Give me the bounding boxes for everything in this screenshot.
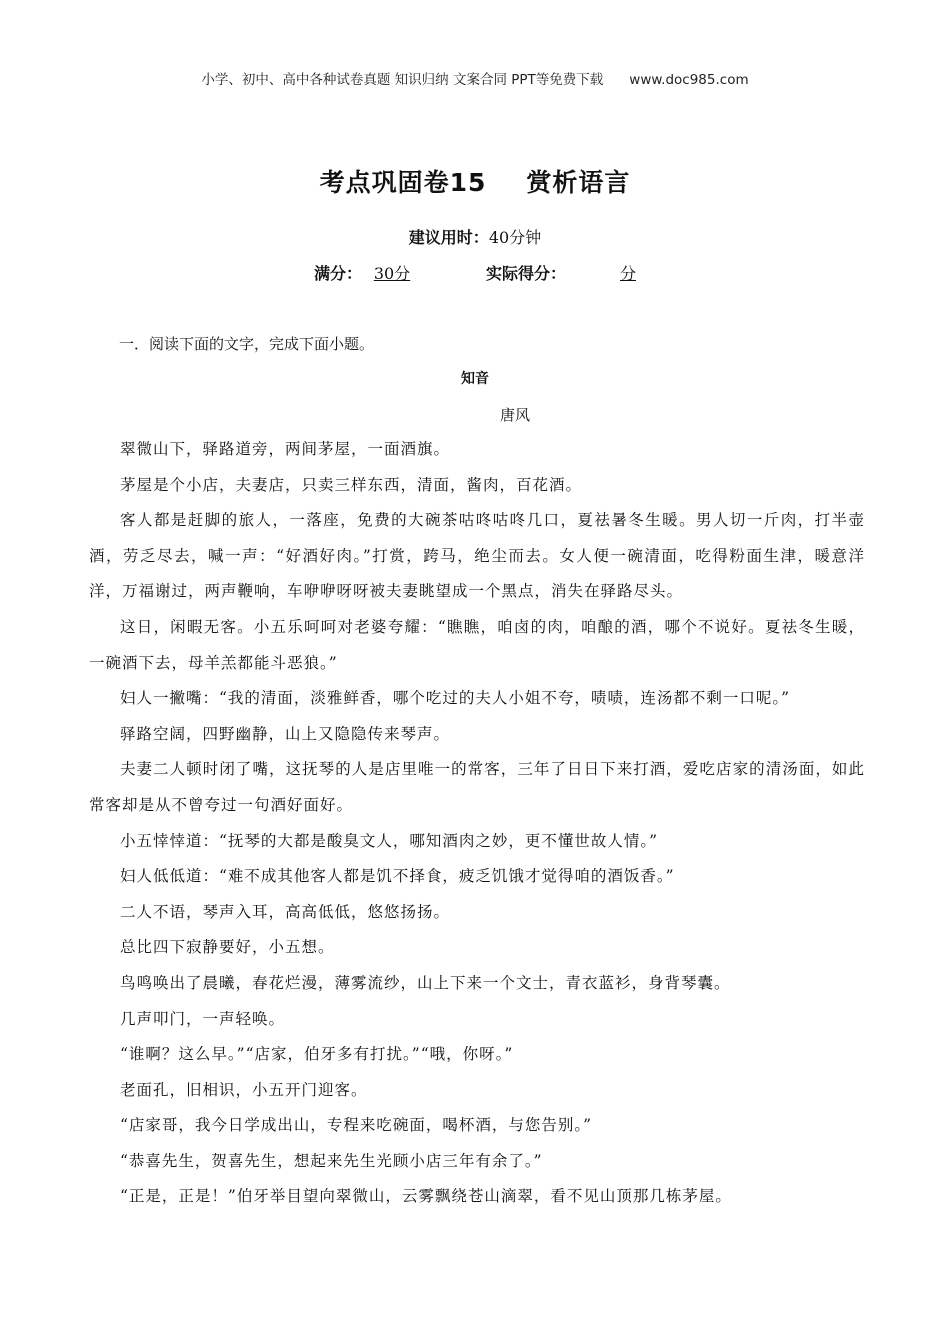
story-paragraph: “恭喜先生，贺喜先生，想起来先生光顾小店三年有余了。” — [120, 1151, 543, 1170]
page-header-banner — [0, 68, 950, 88]
score-line — [0, 261, 950, 284]
story-paragraph: “谁啊？这么早。”“店家，伯牙多有打扰。”“哦，你呀。” — [120, 1045, 514, 1064]
story-paragraph: 几声叩门，一声轻唤。 — [120, 1009, 286, 1028]
page-title — [0, 163, 950, 199]
header-banner-text: 小学、初中、高中各种试卷真题 知识归纳 文案合同 PPT等免费下载 — [201, 72, 604, 88]
story-paragraph: 客人都是赶脚的旅人，一落座，免费的大碗茶咕咚咕咚几口，夏祛暑冬生暖。男人切一斤肉，打半壶酒，劳乏尽去，喊一声：“好酒好肉。”打赏，跨马，绝尘而去。女人便一碗清面，吃得粉面生津，暖意洋洋，万福谢过，两声鞭响，车咿咿呀呀被夫妻眺望成一个黑点，消失在驿路尽头。 — [89, 511, 865, 601]
story-paragraph: 总比四下寂静要好，小五想。 — [120, 938, 335, 957]
story-paragraph: 二人不语，琴声入耳，高高低低，悠悠扬扬。 — [120, 902, 451, 921]
story-paragraph: 这日，闲暇无客。小五乐呵呵对老婆夸耀：“瞧瞧，咱卤的肉，咱酿的酒，哪个不说好。夏祛冬生暖，一碗酒下去，母羊羔都能斗恶狼。” — [89, 617, 865, 672]
story-paragraph: 鸟鸣唤出了晨曦，春花烂漫，薄雾流纱，山上下来一个文士，青衣蓝衫，身背琴囊。 — [120, 973, 731, 992]
story-paragraph: “店家哥，我今日学成出山，专程来吃碗面，喝杯酒，与您告别。” — [120, 1116, 593, 1135]
story-paragraph: 翠微山下，驿路道旁，两间茅屋，一面酒旗。 — [120, 440, 451, 458]
story-paragraph: 妇人低低道：“难不成其他客人都是饥不择食，疲乏饥饿才觉得咱的酒饭香。” — [120, 867, 675, 886]
actual-score-blank: 分 — [620, 264, 637, 283]
story-author: 唐风 — [499, 406, 530, 424]
story-title: 知音 — [461, 371, 489, 387]
suggested-time — [0, 225, 950, 248]
story-body — [89, 432, 865, 1215]
actual-score-label: 实际得分： — [486, 264, 567, 283]
title-topic: 赏析语言 — [526, 168, 631, 197]
story-paragraph: 老面孔，旧相识，小五开门迎客。 — [120, 1080, 368, 1099]
title-main: 考点巩固卷15 — [319, 168, 487, 197]
header-site-url: www.doc985.com — [629, 72, 749, 88]
story-paragraph: 小五悻悻道：“抚琴的大都是酸臭文人，哪知酒肉之妙，更不懂世故人情。” — [120, 831, 659, 850]
story-paragraph: 茅屋是个小店，夫妻店，只卖三样东西，清面，酱肉，百花酒。 — [120, 475, 583, 494]
story-paragraph: 驿路空阔，四野幽静，山上又隐隐传来琴声。 — [120, 724, 451, 743]
story-paragraph: 妇人一撇嘴：“我的清面，淡雅鲜香，哪个吃过的夫人小姐不夸，啧啧，连汤都不剩一口呢。” — [120, 689, 791, 708]
time-label: 建议用时： — [408, 228, 489, 247]
story-paragraph: “正是，正是！”伯牙举目望向翠微山，云雾飘绕苍山滴翠，看不见山顶那几栋茅屋。 — [120, 1187, 732, 1206]
full-score-value: 30分 — [373, 264, 411, 283]
time-value: 40分钟 — [488, 228, 542, 247]
full-score-label: 满分： — [313, 264, 362, 283]
question-intro: 一．阅读下面的文字，完成下面小题。 — [119, 335, 375, 353]
story-paragraph: 夫妻二人顿时闭了嘴，这抚琴的人是店里唯一的常客，三年了日日下来打酒，爱吃店家的清汤面，如此常客却是从不曾夸过一句酒好面好。 — [89, 760, 865, 814]
